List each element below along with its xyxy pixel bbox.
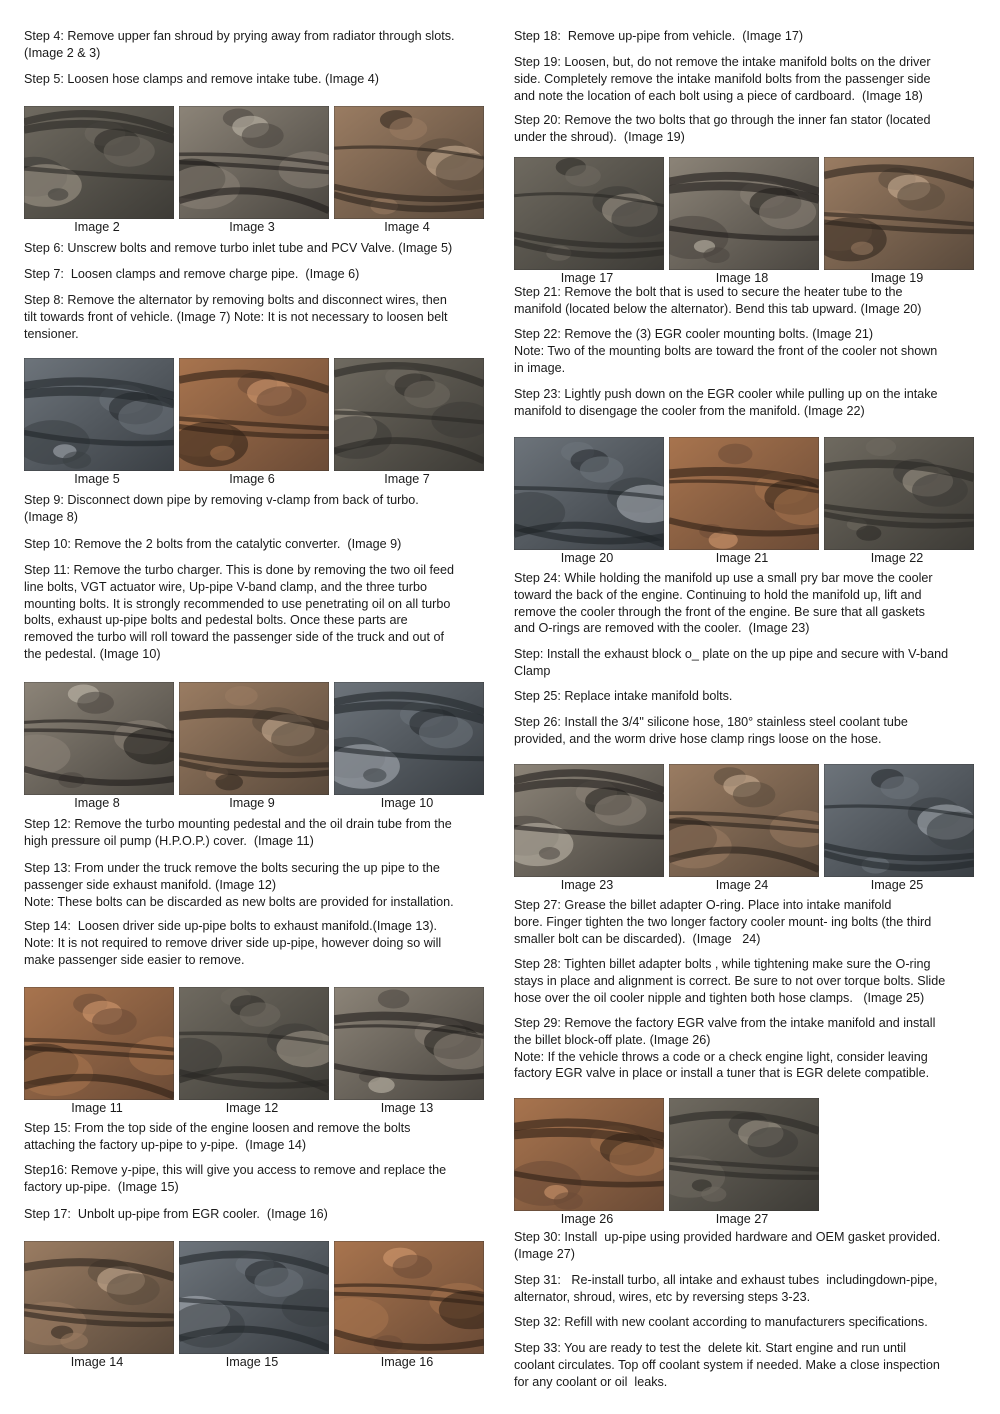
step-s11 [24, 562, 490, 663]
step-line: bolts, exhaust up-pipe bolts and pedestal bolts. Once these parts are [24, 613, 408, 628]
photo-figure [179, 358, 329, 487]
step-line: Step 20: Remove the two bolts that go through the inner fan stator (located [514, 113, 931, 127]
step-line: attaching the factory up-pipe to y-pipe. (Image 14) [24, 1137, 307, 1152]
photo-row [514, 437, 980, 566]
engine-photo [179, 358, 329, 471]
engine-photo [334, 106, 484, 219]
step-line: (Image 27) [514, 1246, 575, 1261]
photo-caption: Image 8 [74, 796, 120, 810]
step-line: Step 15: From the top side of the engine loosen and remove the bolts [24, 1121, 411, 1135]
photo-figure [334, 682, 484, 811]
photo-caption: Image 22 [870, 551, 924, 565]
photo-figure [334, 987, 484, 1116]
step-line: Step 6: Unscrew bolts and remove turbo inlet tube and PCV Valve. (Image 5) [24, 241, 453, 255]
step-s7 [24, 266, 490, 283]
photo-figure [669, 437, 819, 566]
engine-photo [24, 1241, 174, 1354]
step-line: Step 29: Remove the factory EGR valve from the intake manifold and install [514, 1016, 936, 1030]
photo-figure [669, 764, 819, 893]
step-s8 [24, 292, 490, 342]
step-s9 [24, 492, 490, 526]
photo-figure [824, 764, 974, 893]
photo-figure [24, 1241, 174, 1370]
step-line: Step 11: Remove the turbo charger. This is done by removing the two oil feed [24, 563, 455, 577]
step-line: (Image 8) [24, 509, 78, 524]
step-s28 [514, 956, 980, 1006]
engine-photo [824, 437, 974, 550]
engine-photo [179, 987, 329, 1100]
step-line: and O-rings are removed with the cooler. (Image 23) [514, 621, 810, 636]
photo-caption: Image 16 [380, 1355, 434, 1369]
photo-caption: Image 18 [715, 271, 769, 285]
photo-row [24, 682, 490, 811]
step-line: passenger side exhaust manifold. (Image 12) [24, 877, 277, 892]
engine-photo [24, 987, 174, 1100]
photo-figure [514, 764, 664, 893]
step-s12 [24, 816, 490, 850]
step-line: for any coolant or oil leaks. [514, 1374, 668, 1389]
photo-row [24, 106, 490, 235]
step-s27 [514, 897, 980, 947]
engine-photo [334, 682, 484, 795]
photo-caption: Image 6 [229, 472, 275, 486]
engine-photo [514, 157, 664, 270]
photo-caption: Image 4 [384, 220, 430, 234]
step-line: Step 18: Remove up-pipe from vehicle. (Image 17) [514, 29, 804, 43]
step-s33 [514, 1340, 980, 1390]
step-line: alternator, shroud, wires, etc by reversing steps 3-23. [514, 1289, 811, 1304]
step-line: Step 22: Remove the (3) EGR cooler mounting bolts. (Image 21) [514, 327, 874, 341]
photo-figure [179, 682, 329, 811]
step-line: removed the turbo will roll toward the passenger side of the truck and out of [24, 630, 445, 645]
photo-caption: Image 11 [71, 1101, 123, 1115]
step-line: mounting bolts. It is strongly recommended to use penetrating oil on all turbo [24, 596, 451, 611]
step-line: Note: These bolts can be discarded as new bolts are provided for installation. [24, 894, 454, 909]
photo-row [24, 1241, 490, 1370]
step-line: Step 27: Grease the billet adapter O-ring. Place into intake manifold [514, 898, 892, 912]
step-s10 [24, 536, 490, 553]
step-line: the billet block-off plate. (Image 26) [514, 1032, 711, 1047]
step-line: bore. Finger tighten the two longer factory cooler mount- ing bolts (the third [514, 914, 932, 929]
photo-caption: Image 14 [70, 1355, 124, 1369]
photo-caption: Image 3 [229, 220, 275, 234]
engine-photo [24, 682, 174, 795]
engine-photo [824, 764, 974, 877]
step-line: Step 8: Remove the alternator by removing bolts and disconnect wires, then [24, 293, 447, 307]
engine-photo [514, 764, 664, 877]
step-s18 [514, 28, 980, 45]
photo-caption: Image 12 [225, 1101, 279, 1115]
step-line: make passenger side easier to remove. [24, 952, 245, 967]
step-s29 [514, 1015, 980, 1082]
step-line: under the shroud). (Image 19) [514, 129, 685, 144]
engine-photo [24, 106, 174, 219]
photo-caption: Image 7 [384, 472, 430, 486]
photo-caption: Image 26 [560, 1212, 614, 1226]
photo-figure [24, 358, 174, 487]
step-line: line bolts, VGT actuator wire, Up-pipe V-band clamp, and the three turbo [24, 579, 427, 594]
engine-photo [669, 1098, 819, 1211]
photo-row [514, 764, 980, 893]
step-s16 [24, 1162, 490, 1196]
step-line: Step 23: Lightly push down on the EGR cooler while pulling up on the intake [514, 387, 938, 401]
step-line: Note: Two of the mounting bolts are toward the front of the cooler not shown [514, 343, 938, 358]
step-line: toward the back of the engine. Continuing to hold the manifold up, lift and [514, 587, 922, 602]
step-line: manifold (located below the alternator). Bend this tab upward. (Image 20) [514, 301, 922, 316]
step-s30 [514, 1229, 980, 1263]
step-line: hose over the oil cooler nipple and tighten both hose clamps. (Image 25) [514, 990, 925, 1005]
photo-caption: Image 15 [225, 1355, 279, 1369]
step-line: Step 31: Re-install turbo, all intake and exhaust tubes includingdown-pipe, [514, 1273, 938, 1287]
photo-figure [24, 987, 174, 1116]
step-sx [514, 646, 980, 680]
step-s23 [514, 386, 980, 420]
step-line: Step 14: Loosen driver side up-pipe bolts to exhaust manifold.(Image 13). [24, 919, 438, 933]
photo-figure [824, 437, 974, 566]
step-line: in image. [514, 360, 566, 375]
step-line: Step16: Remove y-pipe, this will give you access to remove and replace the [24, 1163, 447, 1177]
step-line: Step 7: Loosen clamps and remove charge pipe. (Image 6) [24, 267, 360, 281]
photo-caption: Image 20 [560, 551, 614, 565]
step-line: Step 19: Loosen, but, do not remove the intake manifold bolts on the driver [514, 55, 931, 69]
photo-row [514, 157, 980, 286]
step-s4 [24, 28, 490, 62]
step-line: Step 5: Loosen hose clamps and remove intake tube. (Image 4) [24, 72, 379, 86]
step-line: high pressure oil pump (H.P.O.P.) cover. (Image 11) [24, 833, 314, 848]
engine-photo [334, 358, 484, 471]
photo-caption: Image 24 [715, 878, 769, 892]
photo-figure [334, 1241, 484, 1370]
step-line: Step 9: Disconnect down pipe by removing v-clamp from back of turbo. [24, 493, 419, 507]
step-line: Step 30: Install up-pipe using provided hardware and OEM gasket provided. [514, 1230, 941, 1244]
step-s21 [514, 284, 980, 318]
step-line: (Image 2 & 3) [24, 45, 101, 60]
step-s5 [24, 71, 490, 88]
photo-figure [514, 157, 664, 286]
photo-row [514, 1098, 980, 1227]
photo-figure [179, 1241, 329, 1370]
engine-photo [514, 1098, 664, 1211]
step-line: manifold to disengage the cooler from the manifold. (Image 22) [514, 403, 865, 418]
step-line: Step 33: You are ready to test the delete kit. Start engine and run until [514, 1341, 907, 1355]
step-line: Note: If the vehicle throws a code or a check engine light, consider leaving [514, 1049, 928, 1064]
step-line: factory up-pipe. (Image 15) [24, 1179, 179, 1194]
step-line: smaller bolt can be discarded). (Image 24) [514, 931, 761, 946]
photo-figure [24, 106, 174, 235]
step-line: Step 17: Unbolt up-pipe from EGR cooler. (Image 16) [24, 1207, 328, 1221]
step-line: Step: Install the exhaust block o_ plate on the up pipe and secure with V-band [514, 647, 949, 661]
step-s15 [24, 1120, 490, 1154]
step-s24 [514, 570, 980, 637]
step-s13 [24, 860, 490, 910]
photo-caption: Image 10 [380, 796, 434, 810]
photo-caption: Image 13 [380, 1101, 434, 1115]
step-line: stays in place and alignment is correct. Be sure to not over torque bolts. Slide [514, 973, 946, 988]
engine-photo [669, 157, 819, 270]
photo-row [24, 358, 490, 487]
photo-figure [334, 358, 484, 487]
photo-figure [24, 682, 174, 811]
photo-row [24, 987, 490, 1116]
photo-caption: Image 27 [715, 1212, 769, 1226]
engine-photo [334, 1241, 484, 1354]
photo-caption: Image 5 [74, 472, 120, 486]
engine-photo [514, 437, 664, 550]
photo-caption: Image 17 [560, 271, 614, 285]
step-s22 [514, 326, 980, 376]
step-line: coolant circulates. Top off coolant system if needed. Make a close inspection [514, 1357, 940, 1372]
step-line: the pedestal. (Image 10) [24, 646, 161, 661]
photo-figure [179, 987, 329, 1116]
engine-photo [24, 358, 174, 471]
photo-caption: Image 19 [870, 271, 924, 285]
step-s31 [514, 1272, 980, 1306]
step-line: Step 12: Remove the turbo mounting pedestal and the oil drain tube from the [24, 817, 452, 831]
photo-caption: Image 2 [74, 220, 120, 234]
engine-photo [669, 437, 819, 550]
step-line: factory EGR valve in place or install a tuner that is EGR delete compatible. [514, 1066, 930, 1081]
step-s14 [24, 918, 490, 968]
engine-photo [179, 1241, 329, 1354]
step-line: side. Completely remove the intake manifold bolts from the passenger side [514, 71, 931, 86]
photo-figure [824, 157, 974, 286]
step-s25 [514, 688, 980, 705]
photo-figure [334, 106, 484, 235]
step-line: and note the location of each bolt using a piece of cardboard. (Image 18) [514, 88, 923, 103]
step-line: tilt towards front of vehicle. (Image 7) Note: It is not necessary to loosen belt [24, 309, 448, 324]
step-s26 [514, 714, 980, 748]
step-line: Note: It is not required to remove driver side up-pipe, however doing so will [24, 935, 442, 950]
step-line: Step 4: Remove upper fan shroud by prying away from radiator through slots. [24, 29, 455, 43]
step-s32 [514, 1314, 980, 1331]
engine-photo [669, 764, 819, 877]
step-line: Step 25: Replace intake manifold bolts. [514, 689, 733, 703]
photo-figure [669, 157, 819, 286]
step-line: provided, and the worm drive hose clamp rings loose on the hose. [514, 731, 882, 746]
photo-caption: Image 25 [870, 878, 924, 892]
step-line: Step 28: Tighten billet adapter bolts , while tightening make sure the O-ring [514, 957, 931, 971]
photo-caption: Image 21 [715, 551, 769, 565]
step-s6 [24, 240, 490, 257]
step-line: remove the cooler through the front of the engine. Be sure that all gaskets [514, 604, 925, 619]
engine-photo [334, 987, 484, 1100]
engine-photo [179, 106, 329, 219]
step-line: Step 32: Refill with new coolant according to manufacturers specifications. [514, 1315, 928, 1329]
engine-photo [824, 157, 974, 270]
step-line: tensioner. [24, 326, 79, 341]
step-line: Step 21: Remove the bolt that is used to secure the heater tube to the [514, 285, 903, 299]
step-line: Step 24: While holding the manifold up use a small pry bar move the cooler [514, 571, 933, 585]
photo-figure [514, 1098, 664, 1227]
step-line: Clamp [514, 663, 551, 678]
step-s20 [514, 112, 980, 146]
photo-figure [514, 437, 664, 566]
step-line: Step 26: Install the 3/4" silicone hose, 180° stainless steel coolant tube [514, 715, 908, 729]
step-s19 [514, 54, 980, 104]
photo-figure [669, 1098, 819, 1227]
step-line: Step 13: From under the truck remove the bolts securing the up pipe to the [24, 861, 440, 875]
photo-caption: Image 9 [229, 796, 275, 810]
photo-caption: Image 23 [560, 878, 614, 892]
engine-photo [179, 682, 329, 795]
photo-figure [179, 106, 329, 235]
step-s17 [24, 1206, 490, 1223]
step-line: Step 10: Remove the 2 bolts from the catalytic converter. (Image 9) [24, 537, 402, 551]
